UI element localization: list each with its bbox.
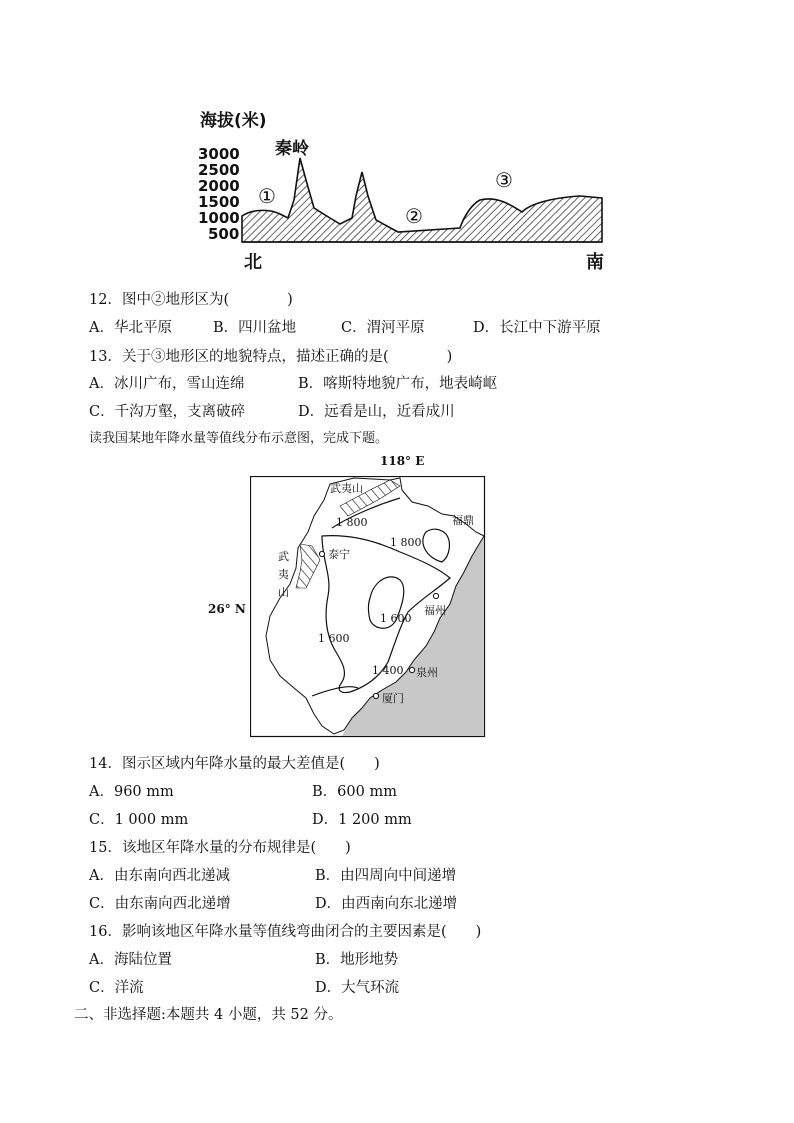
map-city-xiamen: 厦门 <box>382 692 404 705</box>
precipitation-map-figure <box>200 450 500 745</box>
q12-option-a[interactable]: A．华北平原 <box>89 320 172 336</box>
profile-ytick-2000: 2000 <box>198 177 240 195</box>
profile-dir-south: 南 <box>586 252 604 273</box>
q15-option-c[interactable]: C．由东南向西北递增 <box>89 896 231 912</box>
profile-marker-2: ② <box>405 204 423 228</box>
map-mountain-left-1: 武 <box>278 550 289 563</box>
map-iso-label-1800-north: 1 800 <box>336 516 368 529</box>
q15-option-b[interactable]: B．由四周向中间递增 <box>315 868 457 884</box>
map-iso-label-1400: 1 400 <box>372 664 404 677</box>
map-mountain-top-label: 武夷山 <box>330 482 363 495</box>
profile-ylabel: 海拔(米) <box>200 111 267 131</box>
q13-stem: 13．关于③地形区的地貌特点，描述正确的是( ) <box>89 349 453 365</box>
city-marker-quanzhou <box>409 667 414 672</box>
q15-option-a[interactable]: A．由东南向西北递减 <box>89 868 230 884</box>
q16-option-c[interactable]: C．洋流 <box>89 980 144 996</box>
q16-option-a[interactable]: A．海陆位置 <box>89 952 172 968</box>
map-mountain-left-2: 夷 <box>278 568 289 581</box>
terrain-profile-shape <box>242 158 602 242</box>
q12-stem: 12．图中②地形区为( ) <box>89 292 293 308</box>
map-mountain-left-3: 山 <box>278 586 289 599</box>
section-2-heading: 二、非选择题:本题共 4 小题，共 52 分。 <box>74 1007 343 1023</box>
profile-peak-label: 秦岭 <box>275 139 309 159</box>
profile-ytick-1000: 1000 <box>198 209 240 227</box>
map-iso-label-1600-left: 1 600 <box>318 632 350 645</box>
map-lon-label: 118° E <box>380 454 425 468</box>
map-iso-label-1800-east: 1 800 <box>390 536 422 549</box>
profile-ytick-500: 500 <box>208 225 240 243</box>
q16-option-b[interactable]: B．地形地势 <box>315 952 399 968</box>
city-marker-taining <box>319 551 324 556</box>
profile-marker-1: ① <box>258 184 276 208</box>
city-marker-fuzhou <box>433 593 438 598</box>
profile-ytick-3000: 3000 <box>198 145 240 163</box>
map-city-fuzhou: 福州 <box>424 604 446 617</box>
map-intro-text: 读我国某地年降水量等值线分布示意图，完成下题。 <box>89 431 389 446</box>
q14-stem: 14．图示区域内年降水量的最大差值是( ) <box>89 756 380 772</box>
q13-option-b[interactable]: B．喀斯特地貌广布，地表崎岖 <box>298 376 498 392</box>
q13-option-a[interactable]: A．冰川广布，雪山连绵 <box>89 376 245 392</box>
q14-option-a[interactable]: A．960 mm <box>89 784 174 800</box>
profile-dir-north: 北 <box>244 252 262 273</box>
map-city-quanzhou: 泉州 <box>416 666 438 679</box>
map-city-fuding: 福鼎 <box>452 514 474 527</box>
q14-option-d[interactable]: D．1 200 mm <box>312 812 412 828</box>
city-marker-xiamen <box>373 693 378 698</box>
q14-option-b[interactable]: B．600 mm <box>312 784 397 800</box>
map-city-taining: 泰宁 <box>328 548 350 561</box>
q16-option-d[interactable]: D．大气环流 <box>315 980 400 996</box>
q12-option-c[interactable]: C．渭河平原 <box>341 320 425 336</box>
q16-stem: 16．影响该地区年降水量等值线弯曲闭合的主要因素是( ) <box>89 924 482 940</box>
map-iso-label-1600-center: 1 600 <box>380 612 412 625</box>
q12-option-b[interactable]: B．四川盆地 <box>213 320 297 336</box>
profile-marker-3: ③ <box>495 168 513 192</box>
q14-option-c[interactable]: C．1 000 mm <box>89 812 189 828</box>
precipitation-map-svg <box>250 476 486 738</box>
q13-option-d[interactable]: D．远看是山，近看成川 <box>298 404 455 420</box>
map-lat-label: 26° N <box>208 602 246 616</box>
q12-option-d[interactable]: D．长江中下游平原 <box>473 320 601 336</box>
q15-option-d[interactable]: D．由西南向东北递增 <box>315 896 458 912</box>
terrain-profile-figure <box>180 100 620 275</box>
profile-ytick-1500: 1500 <box>198 193 240 211</box>
profile-ytick-2500: 2500 <box>198 161 240 179</box>
q13-option-c[interactable]: C．千沟万壑，支离破碎 <box>89 404 246 420</box>
q15-stem: 15．该地区年降水量的分布规律是( ) <box>89 840 351 856</box>
